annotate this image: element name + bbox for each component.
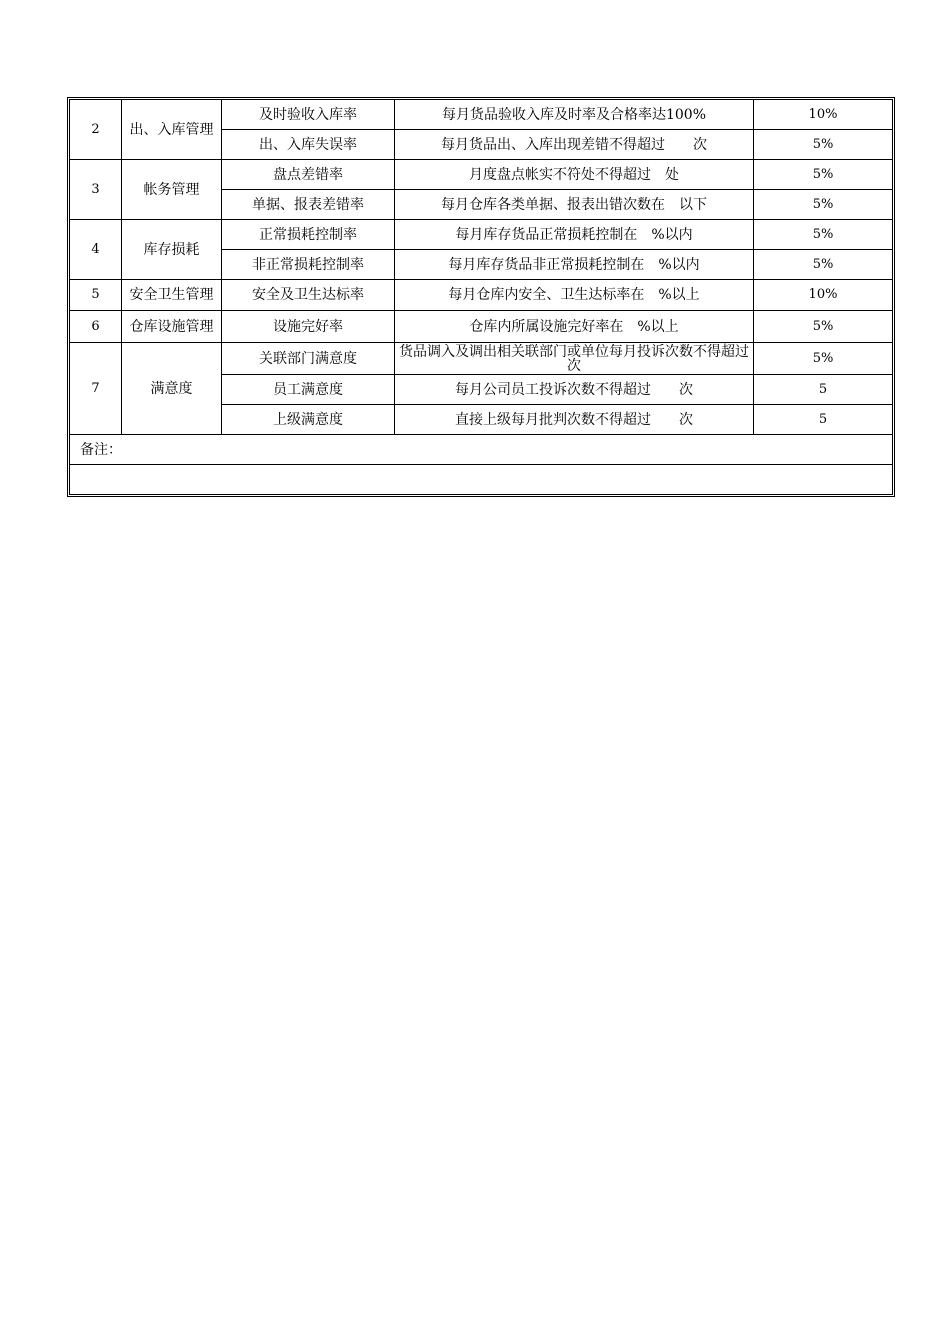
row-number: 7 — [70, 343, 122, 435]
table-row — [70, 311, 893, 343]
weight-cell: 5% — [754, 160, 893, 190]
category-cell: 仓库设施管理 — [122, 311, 222, 343]
indicator-cell: 单据、报表差错率 — [222, 190, 395, 220]
category-cell: 满意度 — [122, 343, 222, 435]
weight-cell: 10% — [754, 280, 893, 311]
row-number: 4 — [70, 220, 122, 280]
row-number: 6 — [70, 311, 122, 343]
category-cell: 出、入库管理 — [122, 100, 222, 160]
table-row — [70, 280, 893, 311]
weight-cell: 10% — [754, 100, 893, 130]
indicator-cell: 正常损耗控制率 — [222, 220, 395, 250]
table-row — [70, 100, 893, 130]
kpi-table — [69, 99, 893, 495]
weight-cell: 5% — [754, 311, 893, 343]
row-number: 5 — [70, 280, 122, 311]
table-row — [70, 343, 893, 375]
indicator-cell: 安全及卫生达标率 — [222, 280, 395, 311]
table-row — [70, 220, 893, 250]
standard-cell: 每月仓库内安全、卫生达标率在 %以上 — [395, 280, 754, 311]
indicator-cell: 设施完好率 — [222, 311, 395, 343]
remarks-row — [70, 435, 893, 465]
indicator-cell: 盘点差错率 — [222, 160, 395, 190]
standard-cell: 每月货品验收入库及时率及合格率达100% — [395, 100, 754, 130]
weight-cell: 5 — [754, 405, 893, 435]
indicator-cell: 上级满意度 — [222, 405, 395, 435]
indicator-cell: 出、入库失误率 — [222, 130, 395, 160]
indicator-cell: 非正常损耗控制率 — [222, 250, 395, 280]
category-cell: 库存损耗 — [122, 220, 222, 280]
weight-cell: 5% — [754, 343, 893, 375]
weight-cell: 5% — [754, 250, 893, 280]
standard-cell: 仓库内所属设施完好率在 %以上 — [395, 311, 754, 343]
remarks-label: 备注： — [70, 435, 893, 465]
standard-cell: 月度盘点帐实不符处不得超过 处 — [395, 160, 754, 190]
standard-cell: 每月货品出、入库出现差错不得超过 次 — [395, 130, 754, 160]
weight-cell: 5% — [754, 220, 893, 250]
indicator-cell: 关联部门满意度 — [222, 343, 395, 375]
table-row — [70, 160, 893, 190]
standard-cell: 每月公司员工投诉次数不得超过 次 — [395, 375, 754, 405]
indicator-cell: 员工满意度 — [222, 375, 395, 405]
category-cell: 帐务管理 — [122, 160, 222, 220]
row-number: 2 — [70, 100, 122, 160]
weight-cell: 5 — [754, 375, 893, 405]
weight-cell: 5% — [754, 190, 893, 220]
standard-cell: 每月仓库各类单据、报表出错次数在 以下 — [395, 190, 754, 220]
remarks-value — [70, 465, 893, 495]
remarks-content-row — [70, 465, 893, 495]
weight-cell: 5% — [754, 130, 893, 160]
category-cell: 安全卫生管理 — [122, 280, 222, 311]
standard-cell: 每月库存货品非正常损耗控制在 %以内 — [395, 250, 754, 280]
standard-cell: 直接上级每月批判次数不得超过 次 — [395, 405, 754, 435]
standard-cell: 货品调入及调出相关联部门或单位每月投诉次数不得超过 次 — [395, 343, 754, 375]
indicator-cell: 及时验收入库率 — [222, 100, 395, 130]
standard-cell: 每月库存货品正常损耗控制在 %以内 — [395, 220, 754, 250]
row-number: 3 — [70, 160, 122, 220]
